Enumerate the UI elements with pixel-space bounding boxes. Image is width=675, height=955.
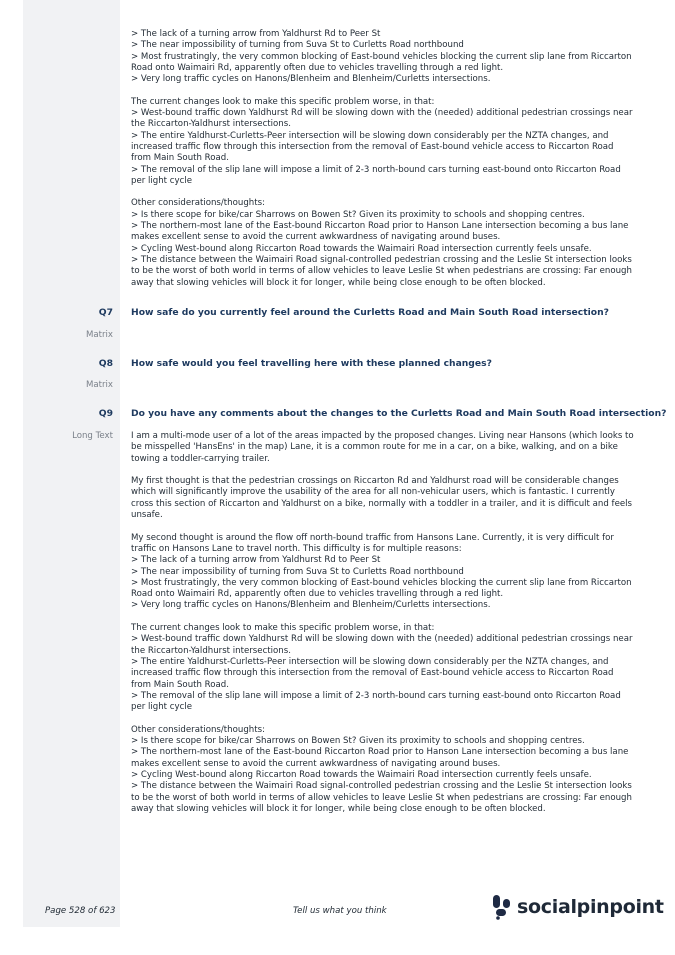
response-line: to be the worst of both world in terms of allow vehicles to leave Leslie St when pedestrians are crossing: Far enough	[131, 792, 632, 803]
response-line: The current changes look to make this specific problem worse, in that:	[131, 623, 435, 634]
response-line: My first thought is that the pedestrian crossings on Riccarton Rd and Yaldhurst road will be considerable changes	[131, 476, 619, 487]
response-line: > The northern-most lane of the East-bound Riccarton Road prior to Hanson Lane intersection becoming a bus lane	[131, 221, 629, 232]
question-number: Q8	[98, 358, 113, 369]
response-line: > Is there scope for bike/car Sharrows on Bowen St? Given its proximity to schools and shopping centres.	[131, 209, 585, 220]
response-line: Other considerations/thoughts:	[131, 198, 265, 209]
response-line: > The removal of the slip lane will impose a limit of 2-3 north-bound cars turning east-bound onto Riccarton Road	[131, 164, 621, 175]
question-text: How safe would you feel travelling here with these planned changes?	[131, 358, 492, 369]
response-line: unsafe.	[131, 510, 163, 521]
response-line: be misspelled 'HansEns' in the map) Lane, it is a common route for me in a car, on a bike, walking, and on a bike	[131, 442, 618, 453]
response-line: > Cycling West-bound along Riccarton Road towards the Waimairi Road intersection currently feels unsafe.	[131, 769, 592, 780]
response-paragraph	[131, 431, 634, 465]
response-line: > Most frustratingly, the very common blocking of East-bound vehicles blocking the current slip lane from Riccarton	[131, 577, 632, 588]
response-line: which will significantly improve the usability of the area for all non-vehicular users, which is fantastic. I currently	[131, 487, 615, 498]
response-line: > West-bound traffic down Yaldhurst Rd will be slowing down with the (needed) additional pedestrian crossings near	[131, 108, 633, 119]
response-line: > Cycling West-bound along Riccarton Road towards the Waimairi Road intersection currently feels unsafe.	[131, 243, 592, 254]
response-line: > The distance between the Waimairi Road signal-controlled pedestrian crossing and the Leslie St intersection looks	[131, 254, 632, 265]
response-line: per light cycle	[131, 702, 192, 713]
response-paragraph	[131, 476, 631, 521]
response-line: cross this section of Riccarton and Yaldhurst on a bike, normally with a toddler in a trailer, and it is difficult and feels	[131, 498, 633, 509]
response-line: Other considerations/thoughts:	[131, 724, 265, 735]
response-line: The current changes look to make this specific problem worse, in that:	[131, 96, 435, 107]
response-paragraph	[131, 29, 631, 85]
question-sidebar	[23, 0, 120, 927]
response-line: > The entire Yaldhurst-Curletts-Peer intersection will be slowing down considerably per the NZTA changes, and	[131, 656, 609, 667]
response-line: My second thought is around the flow off north-bound traffic from Hansons Lane. Currently, it is very difficult for	[131, 532, 614, 543]
response-line: > Very long traffic cycles on Hanons/Blenheim and Blenheim/Curletts intersections.	[131, 600, 491, 611]
response-paragraph	[131, 97, 631, 187]
response-line: > Is there scope for bike/car Sharrows on Bowen St? Given its proximity to schools and shopping centres.	[131, 736, 585, 747]
question-text: Do you have any comments about the changes to the Curletts Road and Main South Road intersection?	[131, 408, 667, 419]
response-line: away that slowing vehicles will block it for longer, while being close enough to be often blocked.	[131, 803, 546, 814]
response-paragraph	[131, 198, 631, 288]
response-line: Road onto Waimairi Rd, apparently often due to vehicles travelling through a red light.	[131, 62, 504, 73]
response-line: increased traffic flow through this intersection from the removal of East-bound vehicle access to Riccarton Road	[131, 668, 614, 679]
question-number: Q9	[98, 408, 113, 419]
response-paragraph	[131, 533, 631, 612]
response-line: > The entire Yaldhurst-Curletts-Peer intersection will be slowing down considerably per the NZTA changes, and	[131, 130, 609, 141]
response-line: away that slowing vehicles will block it for longer, while being close enough to be often blocked.	[131, 277, 546, 288]
q9-response	[131, 431, 634, 826]
response-line: > The removal of the slip lane will impose a limit of 2-3 north-bound cars turning east-bound onto Riccarton Road	[131, 690, 621, 701]
response-line: > The lack of a turning arrow from Yaldhurst Rd to Peer St	[131, 555, 381, 566]
response-line: > The lack of a turning arrow from Yaldhurst Rd to Peer St	[131, 29, 381, 39]
response-line: > West-bound traffic down Yaldhurst Rd will be slowing down with the (needed) additional pedestrian crossings near	[131, 634, 633, 645]
question-type: Matrix	[85, 380, 113, 390]
response-line: from Main South Road.	[131, 153, 229, 164]
q6-response-continued	[131, 29, 631, 300]
response-line: > The distance between the Waimairi Road signal-controlled pedestrian crossing and the Leslie St intersection looks	[131, 781, 632, 792]
response-line: > Most frustratingly, the very common blocking of East-bound vehicles blocking the current slip lane from Riccarton	[131, 51, 632, 62]
logo-wordmark: socialpinpoint	[517, 896, 664, 918]
response-line: increased traffic flow through this intersection from the removal of East-bound vehicle access to Riccarton Road	[131, 141, 614, 152]
response-line: > The near impossibility of turning from Suva St to Curletts Road northbound	[131, 566, 464, 577]
response-paragraph	[131, 725, 631, 815]
response-line: to be the worst of both world in terms of allow vehicles to leave Leslie St when pedestrians are crossing: Far enough	[131, 266, 632, 277]
response-line: > The northern-most lane of the East-bound Riccarton Road prior to Hanson Lane intersection becoming a bus lane	[131, 747, 629, 758]
response-line: Road onto Waimairi Rd, apparently often due to vehicles travelling through a red light.	[131, 589, 504, 600]
response-line: I am a multi-mode user of a lot of the areas impacted by the proposed changes. Living near Hansons (which looks to	[131, 431, 634, 441]
question-type: Long Text	[72, 431, 113, 441]
response-line: the Riccarton-Yaldhurst intersections.	[131, 645, 291, 656]
response-line: per light cycle	[131, 175, 192, 186]
socialpinpoint-logo	[492, 893, 664, 921]
response-paragraph	[131, 623, 631, 713]
social-pinpoint-logo-icon	[492, 894, 512, 920]
response-line: the Riccarton-Yaldhurst intersections.	[131, 119, 291, 130]
question-type: Matrix	[85, 330, 113, 340]
response-line: traffic on Hansons Lane to travel north. This difficulty is for multiple reasons:	[131, 543, 462, 554]
response-line: makes excellent sense to avoid the current awkwardness of navigating around buses.	[131, 232, 501, 243]
response-line: > The near impossibility of turning from Suva St to Curletts Road northbound	[131, 40, 464, 51]
response-line: from Main South Road.	[131, 679, 229, 690]
question-text: How safe do you currently feel around the Curletts Road and Main South Road intersection?	[131, 307, 609, 318]
response-line: > Very long traffic cycles on Hanons/Blenheim and Blenheim/Curletts intersections.	[131, 74, 491, 85]
footer-tagline: Tell us what you think	[293, 906, 387, 916]
page-number: Page 528 of 623	[45, 906, 116, 916]
response-line: towing a toddler-carrying trailer.	[131, 453, 270, 464]
response-line: makes excellent sense to avoid the current awkwardness of navigating around buses.	[131, 758, 501, 769]
question-number: Q7	[98, 307, 113, 318]
